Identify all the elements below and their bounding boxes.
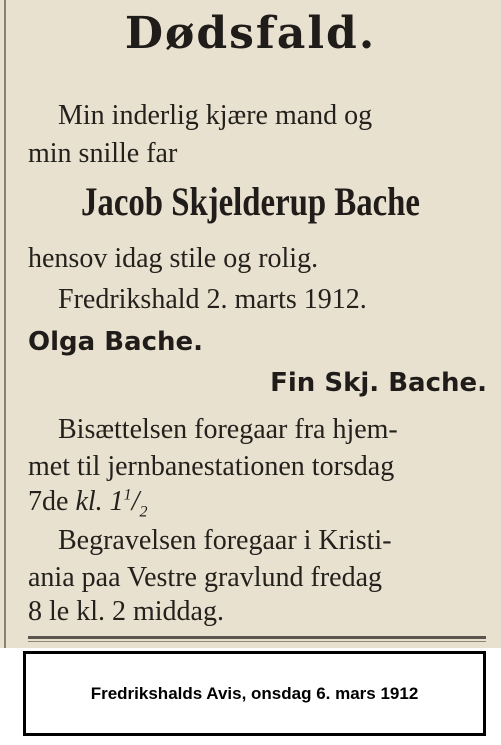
burial-line-2: ania paa Vestre gravlund fredag xyxy=(28,562,382,593)
funeral-date: 7de xyxy=(28,486,69,517)
source-caption-box xyxy=(23,651,486,736)
notice-heading: Dødsfald. xyxy=(124,8,377,59)
burial-line-1: Begravelsen foregaar i Kristi- xyxy=(58,525,392,556)
notice-line-1: Min inderlig kjære mand og xyxy=(58,100,373,131)
funeral-time-hour: 1 xyxy=(109,486,124,517)
funeral-line-1: Bisættelsen foregaar fra hjem- xyxy=(58,414,398,445)
place-date-line: Fredrikshald 2. marts 1912. xyxy=(58,284,367,315)
column-divider xyxy=(4,0,6,648)
funeral-time-value: $1^1/_2$ xyxy=(109,486,148,521)
funeral-line-3 xyxy=(28,486,147,522)
deceased-name: Jacob Skjelderup Bache xyxy=(81,179,420,224)
source-caption: Fredrikshalds Avis, onsdag 6. mars 1912 xyxy=(90,683,419,703)
funeral-time-label: kl. xyxy=(75,486,103,517)
signature-fin: Fin Skj. Bache. xyxy=(270,368,487,398)
signature-olga: Olga Bache. xyxy=(28,327,204,357)
bottom-rule-thin xyxy=(28,641,486,642)
notice-line-3: hensov idag stile og rolig. xyxy=(28,243,319,274)
funeral-time-fraction-den: 2 xyxy=(139,503,148,521)
notice-line-2: min snille far xyxy=(28,138,178,169)
bottom-rule xyxy=(28,636,486,639)
burial-line-3: 8 le kl. 2 middag. xyxy=(28,596,224,627)
funeral-time-fraction-num: 1 xyxy=(123,486,132,504)
funeral-line-2: met til jernbanestationen torsdag xyxy=(28,451,395,482)
